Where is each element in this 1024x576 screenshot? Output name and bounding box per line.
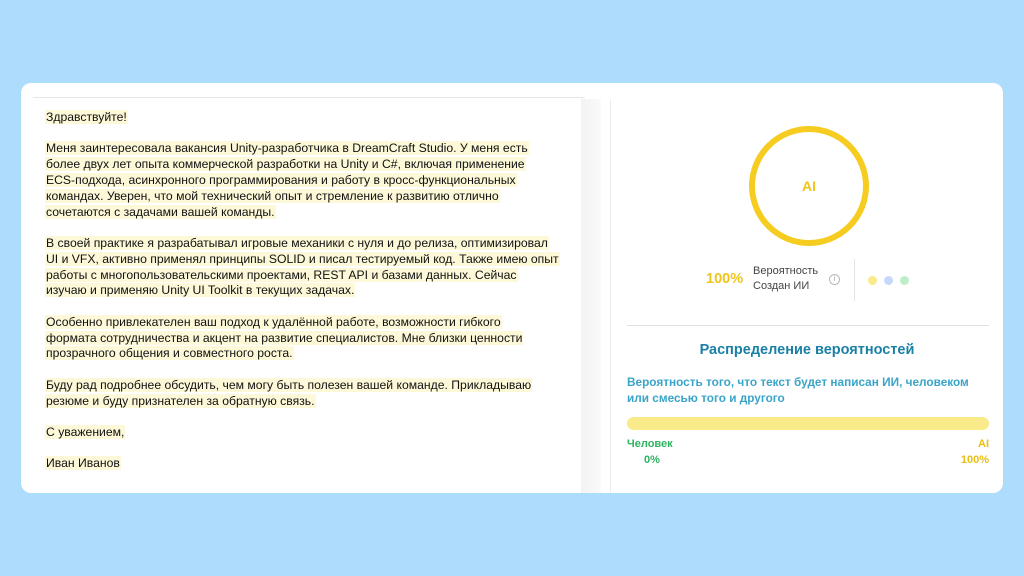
letter-line: формата сотрудничества и акцент на развитие специалистов. Мне близки ценности: [46, 330, 523, 345]
letter-paragraph-3: [45, 315, 575, 362]
probability-bar: [627, 417, 989, 430]
probability-title: Вероятность: [753, 265, 819, 277]
letter-line: работы с многопользовательскими проектами, REST API и базами данных. Сейчас: [46, 267, 517, 282]
letter-scrollbar[interactable]: [581, 99, 601, 493]
letter-closing: С уважением,: [46, 424, 125, 439]
letter-line: резюме и буду признателен за обратную связь.: [46, 393, 315, 408]
letter-line: более двух лет опыта коммерческой разработки на Unity и C#, включая применение: [46, 157, 525, 172]
result-panel: [611, 83, 1003, 493]
result-separator: [854, 259, 855, 301]
letter-paragraph-2: [45, 236, 575, 299]
letter-greeting: Здравствуйте!: [46, 110, 127, 124]
ai-percent: 100%: [706, 271, 744, 287]
info-icon[interactable]: i: [829, 274, 840, 285]
legend-dot-ai[interactable]: [868, 276, 877, 285]
letter-line: Меня заинтересовала вакансия Unity-разработчика в DreamCraft Studio. У меня есть: [46, 141, 528, 156]
ring-label: AI: [802, 178, 816, 194]
probability-bar-fill: [627, 417, 989, 430]
letter-paragraph-1: [45, 141, 575, 220]
letter-line: прозрачного общения и совместного роста.: [46, 346, 293, 361]
letter-line: Особенно привлекателен ваш подход к удалённой работе, возможности гибкого: [46, 314, 501, 329]
human-value: 0%: [644, 454, 660, 466]
letter-line: В своей практике я разрабатывал игровые механики с нуля и до релиза, оптимизировал: [46, 235, 548, 250]
legend-dot-human[interactable]: [900, 276, 909, 285]
probability-label: [753, 264, 818, 294]
letter-line: сочетаются с задачами вашей команды.: [46, 204, 275, 219]
ai-value: 100%: [960, 454, 989, 466]
letter-line: Буду рад подробнее обсудить, чем могу быть полезен вашей команде. Прикладываю: [46, 377, 532, 392]
legend-dot-mixed[interactable]: [884, 276, 893, 285]
human-label: Человек: [627, 438, 673, 450]
letter-line: изучаю и применяю Unity UI Toolkit в текущих задачах.: [46, 283, 355, 298]
letter-line: ECS-подхода, асинхронного программирования и работу в кросс-функциональных: [46, 172, 516, 187]
distribution-title: Распределение вероятностей: [699, 342, 915, 358]
section-divider: [627, 325, 989, 326]
letter-text: [45, 110, 575, 488]
ai-label: AI: [978, 438, 989, 450]
letter-signature: Иван Иванов: [46, 456, 120, 471]
analysis-card: [21, 83, 1003, 493]
letter-paragraph-4: [45, 378, 575, 410]
letter-line: командах. Уверен, что мой технический опыт и стремление к развитию отлично: [46, 188, 499, 203]
distribution-description: Вероятность того, что текст будет написан ИИ, человеком или смесью того и другого: [627, 375, 969, 405]
ai-score-ring: [749, 126, 869, 246]
created-by-ai-label: Создан ИИ: [753, 280, 810, 292]
letter-panel: [33, 97, 585, 493]
letter-line: UI и VFX, активно применял принципы SOLID и писал тестируемый код. Также имею опыт: [46, 251, 559, 266]
